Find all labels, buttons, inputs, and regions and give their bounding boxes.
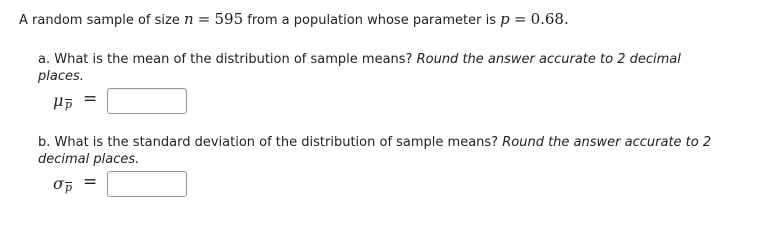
p-symbol: p (500, 10, 510, 28)
intro-text: A random sample of size (19, 13, 180, 28)
question-b-instruction: Round the answer accurate to 2 decimal places. (38, 135, 712, 167)
p-bar-subscript: p (65, 181, 73, 194)
question-a-answer-row (53, 86, 187, 116)
period: . (563, 10, 569, 28)
p-value: 0.68 (530, 10, 564, 28)
question-b-prompt: b. What is the standard deviation of the distribution of sample means? (38, 135, 499, 150)
standard-deviation-answer-input[interactable] (107, 171, 187, 197)
sigma-p-hat-symbol (53, 169, 101, 199)
equals-sign: = (513, 10, 527, 28)
n-symbol: n (183, 10, 194, 28)
question-a-prompt: a. What is the mean of the distribution of sample means? (38, 52, 413, 67)
equals-sign: = (197, 10, 211, 28)
mu-symbol: μ (53, 91, 64, 110)
equals-sign: = (83, 172, 98, 192)
problem-statement (19, 9, 569, 31)
mu-p-hat-symbol (53, 86, 101, 116)
question-b-text (38, 134, 728, 168)
intro-mid-text: from a population whose parameter is (247, 13, 496, 28)
question-a-text (38, 51, 728, 85)
question-a-instruction: Round the answer accurate to 2 decimal places. (38, 52, 681, 84)
sigma-symbol: σ (53, 174, 64, 193)
equals-sign: = (83, 89, 98, 109)
p-bar-subscript: p (65, 98, 73, 111)
n-value: 595 (214, 10, 244, 28)
question-b-answer-row (53, 169, 187, 199)
mean-answer-input[interactable] (107, 88, 187, 114)
